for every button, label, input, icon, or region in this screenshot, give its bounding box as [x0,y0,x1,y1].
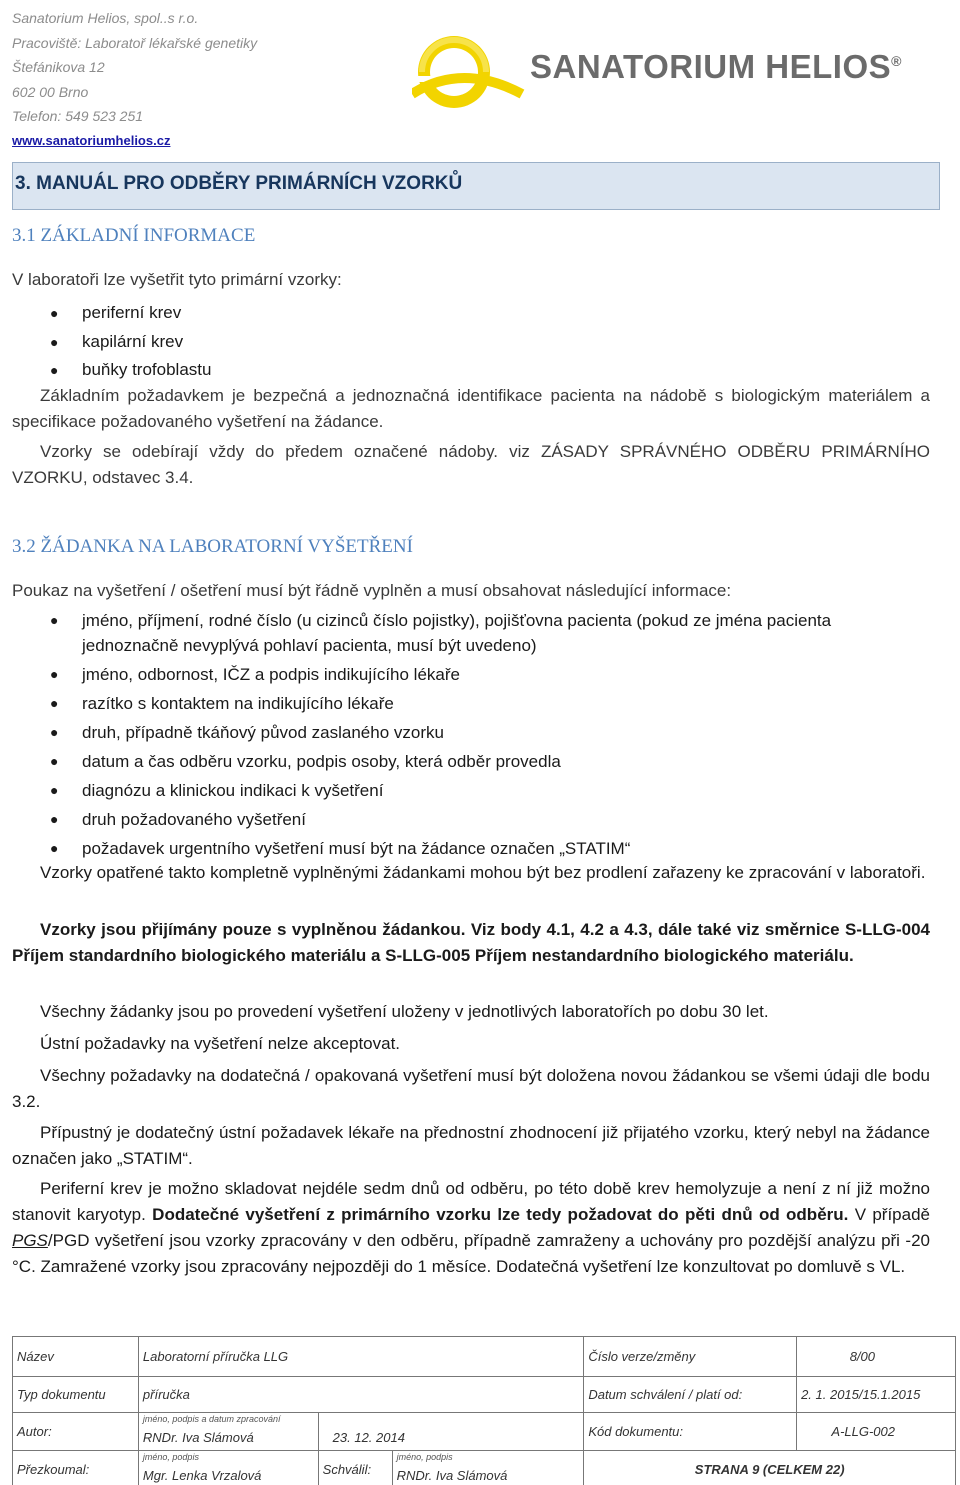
phone: Telefon: 549 523 251 [12,108,144,124]
chapter-heading [12,162,940,210]
letterhead [12,6,257,153]
vessels-paragraph: Vzorky se odebírají vždy do předem označené nádoby. viz ZÁSADY SPRÁVNÉHO ODBĚRU PRIMÁRNÍHO VZORKU, odstavec 3.4. [12,442,930,487]
list-item: ● druh, případně tkáňový původ zaslaného vzorku [50,723,444,742]
author-date: 23. 12. 2014 [318,1413,584,1451]
reviewer-name: Mgr. Lenka Vrzalová [142,1468,262,1483]
version-label: Číslo verze/změny [584,1337,797,1377]
acceptance-paragraph: Vzorky jsou přijímány pouze s vyplněnou žádankou. Viz body 4.1, 4.2 a 4.3, dále také viz směrnice S-LLG-004 Příjem standardního biologického materiálu a S-LLG-005 Příjem nestandardního biologického materiálu. [12,920,930,965]
approver-cell [392,1451,584,1485]
list-item: ● datum a čas odběru vzorku, podpis osoby, která odběr provedla [50,752,561,771]
workplace: Pracoviště: Laboratoř lékařské genetiky [12,34,258,51]
author-name: RNDr. Iva Slámová [142,1430,254,1445]
list-item: ● kapilární krev [50,331,184,351]
website-link[interactable]: www.sanatoriumhelios.cz [12,132,171,148]
page-number: STRANA 9 (CELKEM 22) [584,1451,956,1485]
street: Štefánikova 12 [12,59,105,75]
list-item: ● buňky trofoblastu [50,360,212,379]
form-intro: Poukaz na vyšetření / ošetření musí být řádně vyplněn a musí obsahovat následující informace: [12,581,732,600]
doctype-value: příručka [138,1377,583,1413]
date-value: 2. 1. 2015/15.1.2015 [797,1377,956,1413]
approver-label: Schválil: [318,1451,392,1485]
reviewer-label: Přezkoumal: [13,1451,139,1485]
name-value: Laboratorní příručka LLG [138,1337,583,1377]
additional-requests-paragraph: Všechny požadavky na dodatečná / opakovaná vyšetření musí být doložena novou žádankou se všemi údaji dle bodu 3.2. [12,1066,930,1111]
approver-name: RNDr. Iva Slámová [396,1468,508,1483]
forms-paragraph: Vzorky opatřené takto kompletně vyplněnými žádankami mohou být bez prodlení zařazeny ke zpracování v laboratoři. [40,863,926,882]
name-label: Název [13,1337,139,1377]
reviewer-hint: jméno, podpis [142,1452,199,1462]
author-name-cell [138,1413,318,1451]
list-item: ● jméno, odbornost, IČZ a podpis indikujícího lékaře [50,665,460,684]
permitted-paragraph: Přípustný je dodatečný ústní požadavek lékaře na přednostní zhodnocení již přijatého vzorku, který nebyl na žádance označen jako „STATIM“. [12,1123,930,1168]
identification-paragraph: Základním požadavkem je bezpečná a jednoznačná identifikace pacienta na nádobě s biologickým materiálem a specifikace požadovaného vyšetření na žádance. [12,386,930,431]
oral-requests-paragraph: Ústní požadavky na vyšetření nelze akceptovat. [40,1034,401,1053]
company-name: Sanatorium Helios, spol..s r.o. [12,10,199,26]
version-value: 8/00 [797,1337,956,1377]
code-label: Kód dokumentu: [584,1413,797,1451]
reviewer-cell [138,1451,318,1485]
section-3-1-title: 3.1 ZÁKLADNÍ INFORMACE [12,225,256,246]
city: 602 00 Brno [12,83,89,100]
storage-paragraph: Periferní krev je možno skladovat nejdéle sedm dnů od odběru, po této době krev hemolyzuje a není z ní již možno stanovit karyotyp. Dodatečné vyšetření z primárního vzorku lze tedy požadovat do pěti dnů od odběru. V případě PGS/PGD vyšetření jsou vzorky zpracovány v den odběru, případně zamraženy a uchovány pro pozdější analýzu při -20 °C. Zamražené vzorky jsou zpracovány nejpozději do 1 měsíce. Dodatečná vyšetření lze konzultovat po domluvě s VL. [12,1179,930,1276]
list-item: ● druh požadovaného vyšetření [50,810,306,829]
list-item: ● požadavek urgentního vyšetření musí být na žádance označen „STATIM“ [50,839,631,858]
sample-list [12,299,930,385]
doctype-label: Typ dokumentu [13,1377,139,1413]
document-metadata-table [12,1336,956,1485]
list-item: ● jméno, příjmení, rodné číslo (u cizinců číslo pojistky), pojišťovna pacienta (pokud ze jména pacienta jednoznačně nevyplývá pohlaví pacienta, musí být uvedeno) [50,611,832,655]
list-item: ● diagnózu a klinickou indikaci k vyšetření [50,781,384,800]
list-item: ● periferní krev [50,303,182,322]
section-3-2-title: 3.2 ŽÁDANKA NA LABORATORNÍ VYŠETŘENÍ [12,536,413,557]
list-item: ● razítko s kontaktem na indikujícího lékaře [50,694,394,713]
samples-intro: V laboratoři lze vyšetřit tyto primární vzorky: [12,270,342,289]
author-hint: jméno, podpis a datum zpracování [142,1414,281,1424]
author-label: Autor: [13,1413,139,1451]
approver-hint: jméno, podpis [396,1452,453,1462]
form-requirements-list [12,608,930,861]
code-value: A-LLG-002 [797,1413,956,1451]
date-label: Datum schválení / platí od: [584,1377,797,1413]
archive-paragraph: Všechny žádanky jsou po provedení vyšetření uloženy v jednotlivých laboratořích po dobu 30 let. [40,1002,769,1021]
logo-wordmark: SANATORIUM HELIOS® [530,48,902,85]
chapter-title: 3. MANUÁL PRO ODBĚRY PRIMÁRNÍCH VZORKŮ [15,173,463,194]
